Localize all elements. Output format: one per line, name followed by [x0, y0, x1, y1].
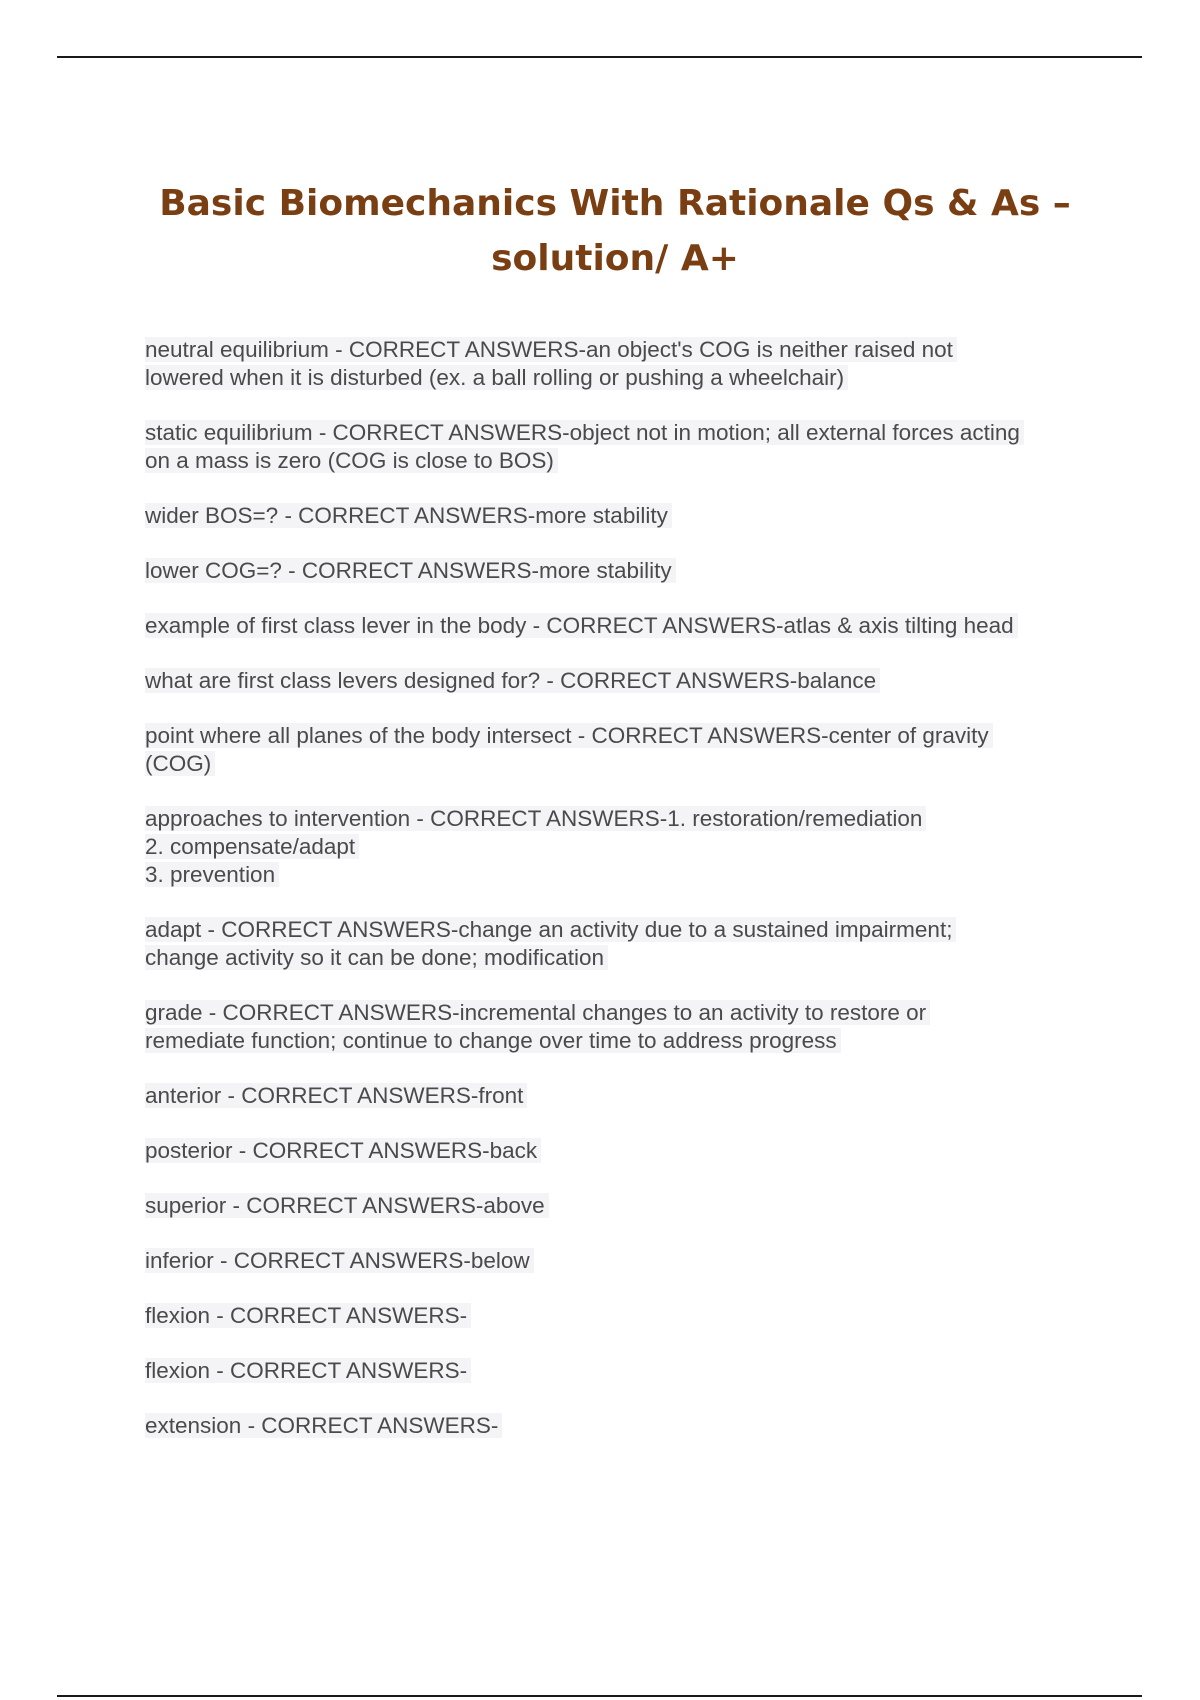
qa-line	[145, 916, 1090, 944]
qa-line-text: inferior - CORRECT ANSWERS-below	[145, 1248, 534, 1273]
qa-line	[145, 1412, 1090, 1440]
qa-item	[145, 1247, 1090, 1275]
qa-line	[145, 944, 1090, 972]
qa-line	[145, 667, 1090, 695]
qa-line-text: what are first class levers designed for? - CORRECT ANSWERS-balance	[145, 668, 880, 693]
qa-line-text: superior - CORRECT ANSWERS-above	[145, 1193, 549, 1218]
qa-item	[145, 336, 1090, 392]
qa-line	[145, 419, 1090, 447]
qa-line	[145, 999, 1090, 1027]
qa-item	[145, 916, 1090, 972]
qa-line-text: wider BOS=? - CORRECT ANSWERS-more stability	[145, 503, 672, 528]
qa-item	[145, 722, 1090, 778]
qa-line-text: lower COG=? - CORRECT ANSWERS-more stability	[145, 558, 676, 583]
qa-line-text: anterior - CORRECT ANSWERS-front	[145, 1083, 527, 1108]
qa-item	[145, 1412, 1090, 1440]
qa-line	[145, 805, 1090, 833]
qa-line	[145, 1247, 1090, 1275]
qa-line-text: (COG)	[145, 751, 215, 776]
document-title	[120, 176, 1110, 286]
qa-item	[145, 667, 1090, 695]
qa-line	[145, 1082, 1090, 1110]
qa-line	[145, 1302, 1090, 1330]
qa-item	[145, 1137, 1090, 1165]
qa-line	[145, 557, 1090, 585]
qa-line-text: neutral equilibrium - CORRECT ANSWERS-an object's COG is neither raised not	[145, 337, 957, 362]
qa-item	[145, 1082, 1090, 1110]
qa-line	[145, 722, 1090, 750]
qa-line-text: posterior - CORRECT ANSWERS-back	[145, 1138, 541, 1163]
qa-line-text: point where all planes of the body intersect - CORRECT ANSWERS-center of gravity	[145, 723, 993, 748]
qa-item	[145, 1192, 1090, 1220]
qa-line	[145, 750, 1090, 778]
qa-item	[145, 557, 1090, 585]
qa-line	[145, 612, 1090, 640]
qa-list	[145, 336, 1090, 1467]
qa-item	[145, 1357, 1090, 1385]
qa-line	[145, 1137, 1090, 1165]
qa-line	[145, 861, 1090, 889]
qa-line-text: grade - CORRECT ANSWERS-incremental changes to an activity to restore or	[145, 1000, 930, 1025]
qa-line-text: flexion - CORRECT ANSWERS-	[145, 1303, 471, 1328]
qa-line-text: flexion - CORRECT ANSWERS-	[145, 1358, 471, 1383]
qa-line-text: 3. prevention	[145, 862, 279, 887]
qa-line	[145, 1027, 1090, 1055]
qa-item	[145, 612, 1090, 640]
qa-line-text: on a mass is zero (COG is close to BOS)	[145, 448, 558, 473]
qa-line	[145, 1357, 1090, 1385]
title-line-1: Basic Biomechanics With Rationale Qs & As –	[159, 183, 1071, 224]
qa-line	[145, 1192, 1090, 1220]
qa-item	[145, 999, 1090, 1055]
qa-line-text: change activity so it can be done; modification	[145, 945, 608, 970]
qa-line	[145, 502, 1090, 530]
qa-line-text: example of first class lever in the body - CORRECT ANSWERS-atlas & axis tilting head	[145, 613, 1018, 638]
qa-line-text: lowered when it is disturbed (ex. a ball rolling or pushing a wheelchair)	[145, 365, 848, 390]
qa-line-text: remediate function; continue to change over time to address progress	[145, 1028, 841, 1053]
qa-item	[145, 805, 1090, 889]
qa-line-text: extension - CORRECT ANSWERS-	[145, 1413, 502, 1438]
qa-item	[145, 419, 1090, 475]
qa-line-text: 2. compensate/adapt	[145, 834, 359, 859]
qa-line-text: adapt - CORRECT ANSWERS-change an activity due to a sustained impairment;	[145, 917, 956, 942]
qa-line	[145, 447, 1090, 475]
qa-line	[145, 336, 1090, 364]
header-rule	[57, 56, 1142, 58]
qa-line	[145, 833, 1090, 861]
qa-line-text: approaches to intervention - CORRECT ANSWERS-1. restoration/remediation	[145, 806, 926, 831]
qa-item	[145, 502, 1090, 530]
title-line-2: solution/ A+	[491, 238, 739, 279]
qa-line	[145, 364, 1090, 392]
footer-rule	[57, 1695, 1142, 1697]
qa-item	[145, 1302, 1090, 1330]
qa-line-text: static equilibrium - CORRECT ANSWERS-object not in motion; all external forces acting	[145, 420, 1024, 445]
